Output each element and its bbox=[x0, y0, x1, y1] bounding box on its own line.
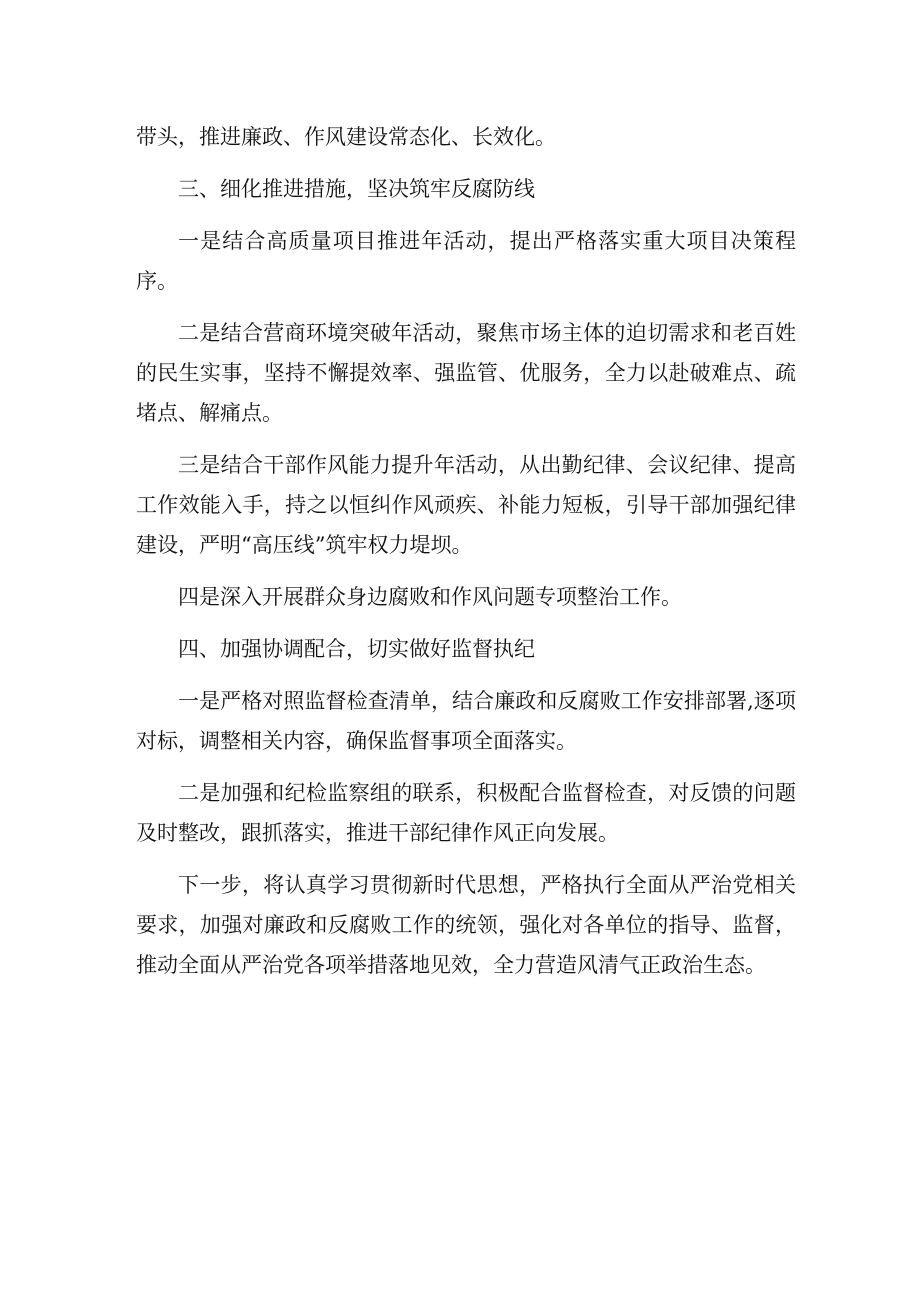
paragraph-item: 四是深入开展群众身边腐败和作风问题专项整治工作。 bbox=[178, 585, 682, 609]
section-heading-four: 四、加强协调配合，切实做好监督执纪 bbox=[178, 637, 535, 661]
document-body bbox=[136, 117, 796, 997]
paragraph-item: 三是结合干部作风能力提升年活动，从出勤纪律、会议纪律、提高工作效能入手，持之以恒纠作风顽疾、补能力短板，引导干部加强纪律建设，严明“高压线”筑牢权力堤坝。 bbox=[136, 453, 796, 557]
section-heading-three: 三、细化推进措施，坚决筑牢反腐防线 bbox=[178, 177, 535, 201]
paragraph-continuation: 带头，推进廉政、作风建设常态化、长效化。 bbox=[136, 125, 556, 149]
paragraph-item: 二是加强和纪检监察组的联系，积极配合监督检查，对反馈的问题及时整改，跟抓落实，推进干部纪律作风正向发展。 bbox=[136, 781, 796, 845]
paragraph-next-steps: 下一步，将认真学习贯彻新时代思想，严格执行全面从严治党相关要求，加强对廉政和反腐败工作的统领，强化对各单位的指导、监督，推动全面从严治党各项举措落地见效，全力营造风清气正政治生态。 bbox=[136, 873, 796, 977]
paragraph-item: 一是结合高质量项目推进年活动，提出严格落实重大项目决策程序。 bbox=[136, 229, 796, 293]
paragraph-item: 二是结合营商环境突破年活动，聚焦市场主体的迫切需求和老百姓的民生实事，坚持不懈提效率、强监管、优服务，全力以赴破难点、疏堵点、解痛点。 bbox=[136, 321, 796, 425]
paragraph-item: 一是严格对照监督检查清单，结合廉政和反腐败工作安排部署,逐项对标，调整相关内容，确保监督事项全面落实。 bbox=[136, 689, 796, 753]
